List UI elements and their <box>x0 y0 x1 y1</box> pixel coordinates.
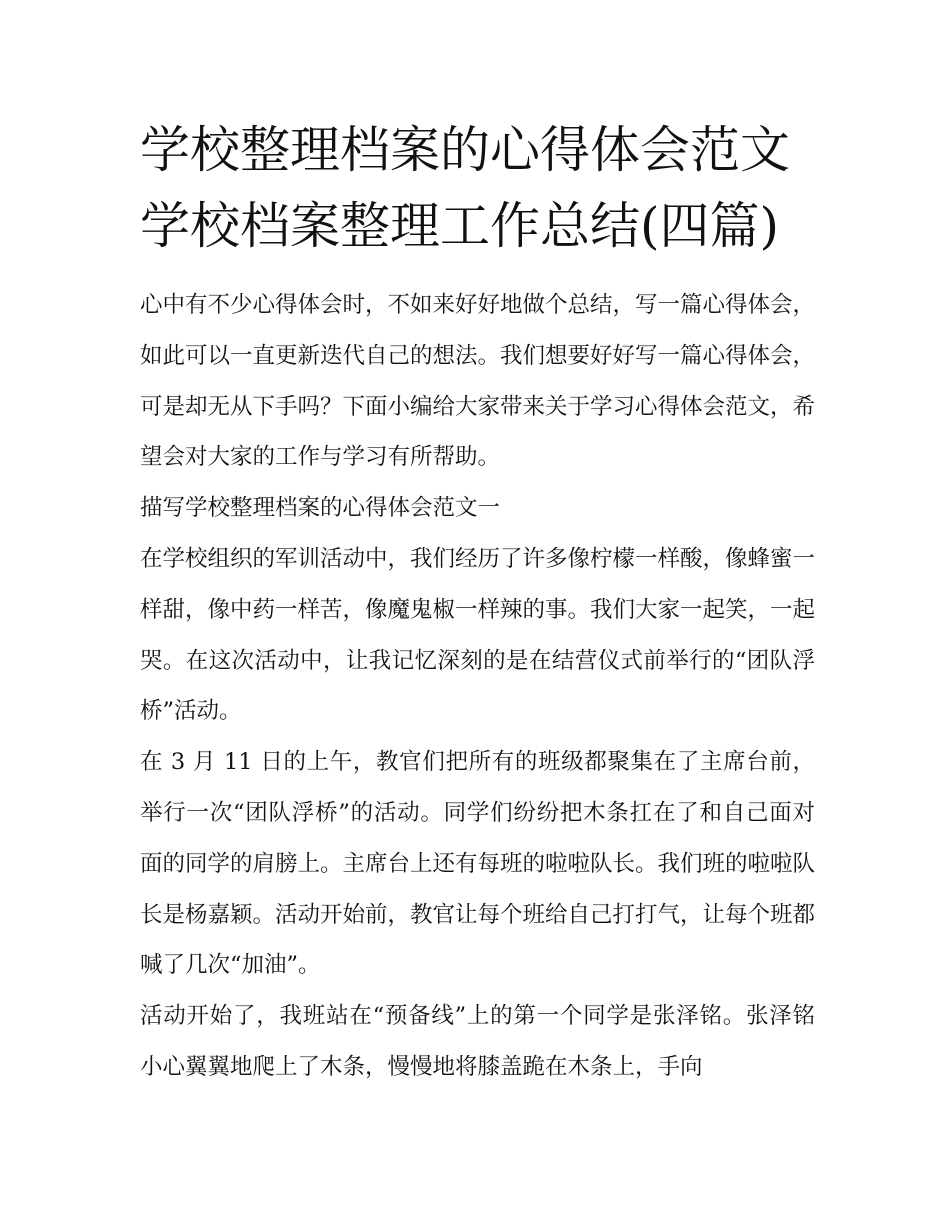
document-body <box>140 280 815 1093</box>
section-heading: 描写学校整理档案的心得体会范文一 <box>140 495 501 522</box>
document-title <box>140 112 820 264</box>
body-paragraph: 在 3 月 11 日的上午，教官们把所有的班级都聚集在了主席台前，举行一次“团队浮桥”的活动。同学们纷纷把木条扛在了和自己面对面的同学的肩膀上。主席台上还有每班的啦啦队长。我们班的啦啦队长是杨嘉颖。活动开始前，教官让每个班给自己打打气，让每个班都喊了几次“加油”。 <box>140 749 816 979</box>
body-paragraph: 活动开始了，我班站在“预备线”上的第一个同学是张泽铭。张泽铭小心翼翼地爬上了木条，慢慢地将膝盖跪在木条上，手向 <box>140 1003 815 1080</box>
intro-paragraph: 心中有不少心得体会时，不如来好好地做个总结，写一篇心得体会，如此可以一直更新迭代自己的想法。我们想要好好写一篇心得体会，可是却无从下手吗？下面小编给大家带来关于学习心得体会范文，希望会对大家的工作与学习有所帮助。 <box>140 292 816 471</box>
body-paragraph: 在学校组织的军训活动中，我们经历了许多像柠檬一样酸，像蜂蜜一样甜，像中药一样苦，像魔鬼椒一样辣的事。我们大家一起笑，一起哭。在这次活动中，让我记忆深刻的是在结营仪式前举行的“团队浮桥”活动。 <box>140 545 816 725</box>
title-line-1: 学校整理档案的心得体会范文 <box>140 121 790 179</box>
title-line-2: 学校档案整理工作总结(四篇) <box>140 197 780 255</box>
